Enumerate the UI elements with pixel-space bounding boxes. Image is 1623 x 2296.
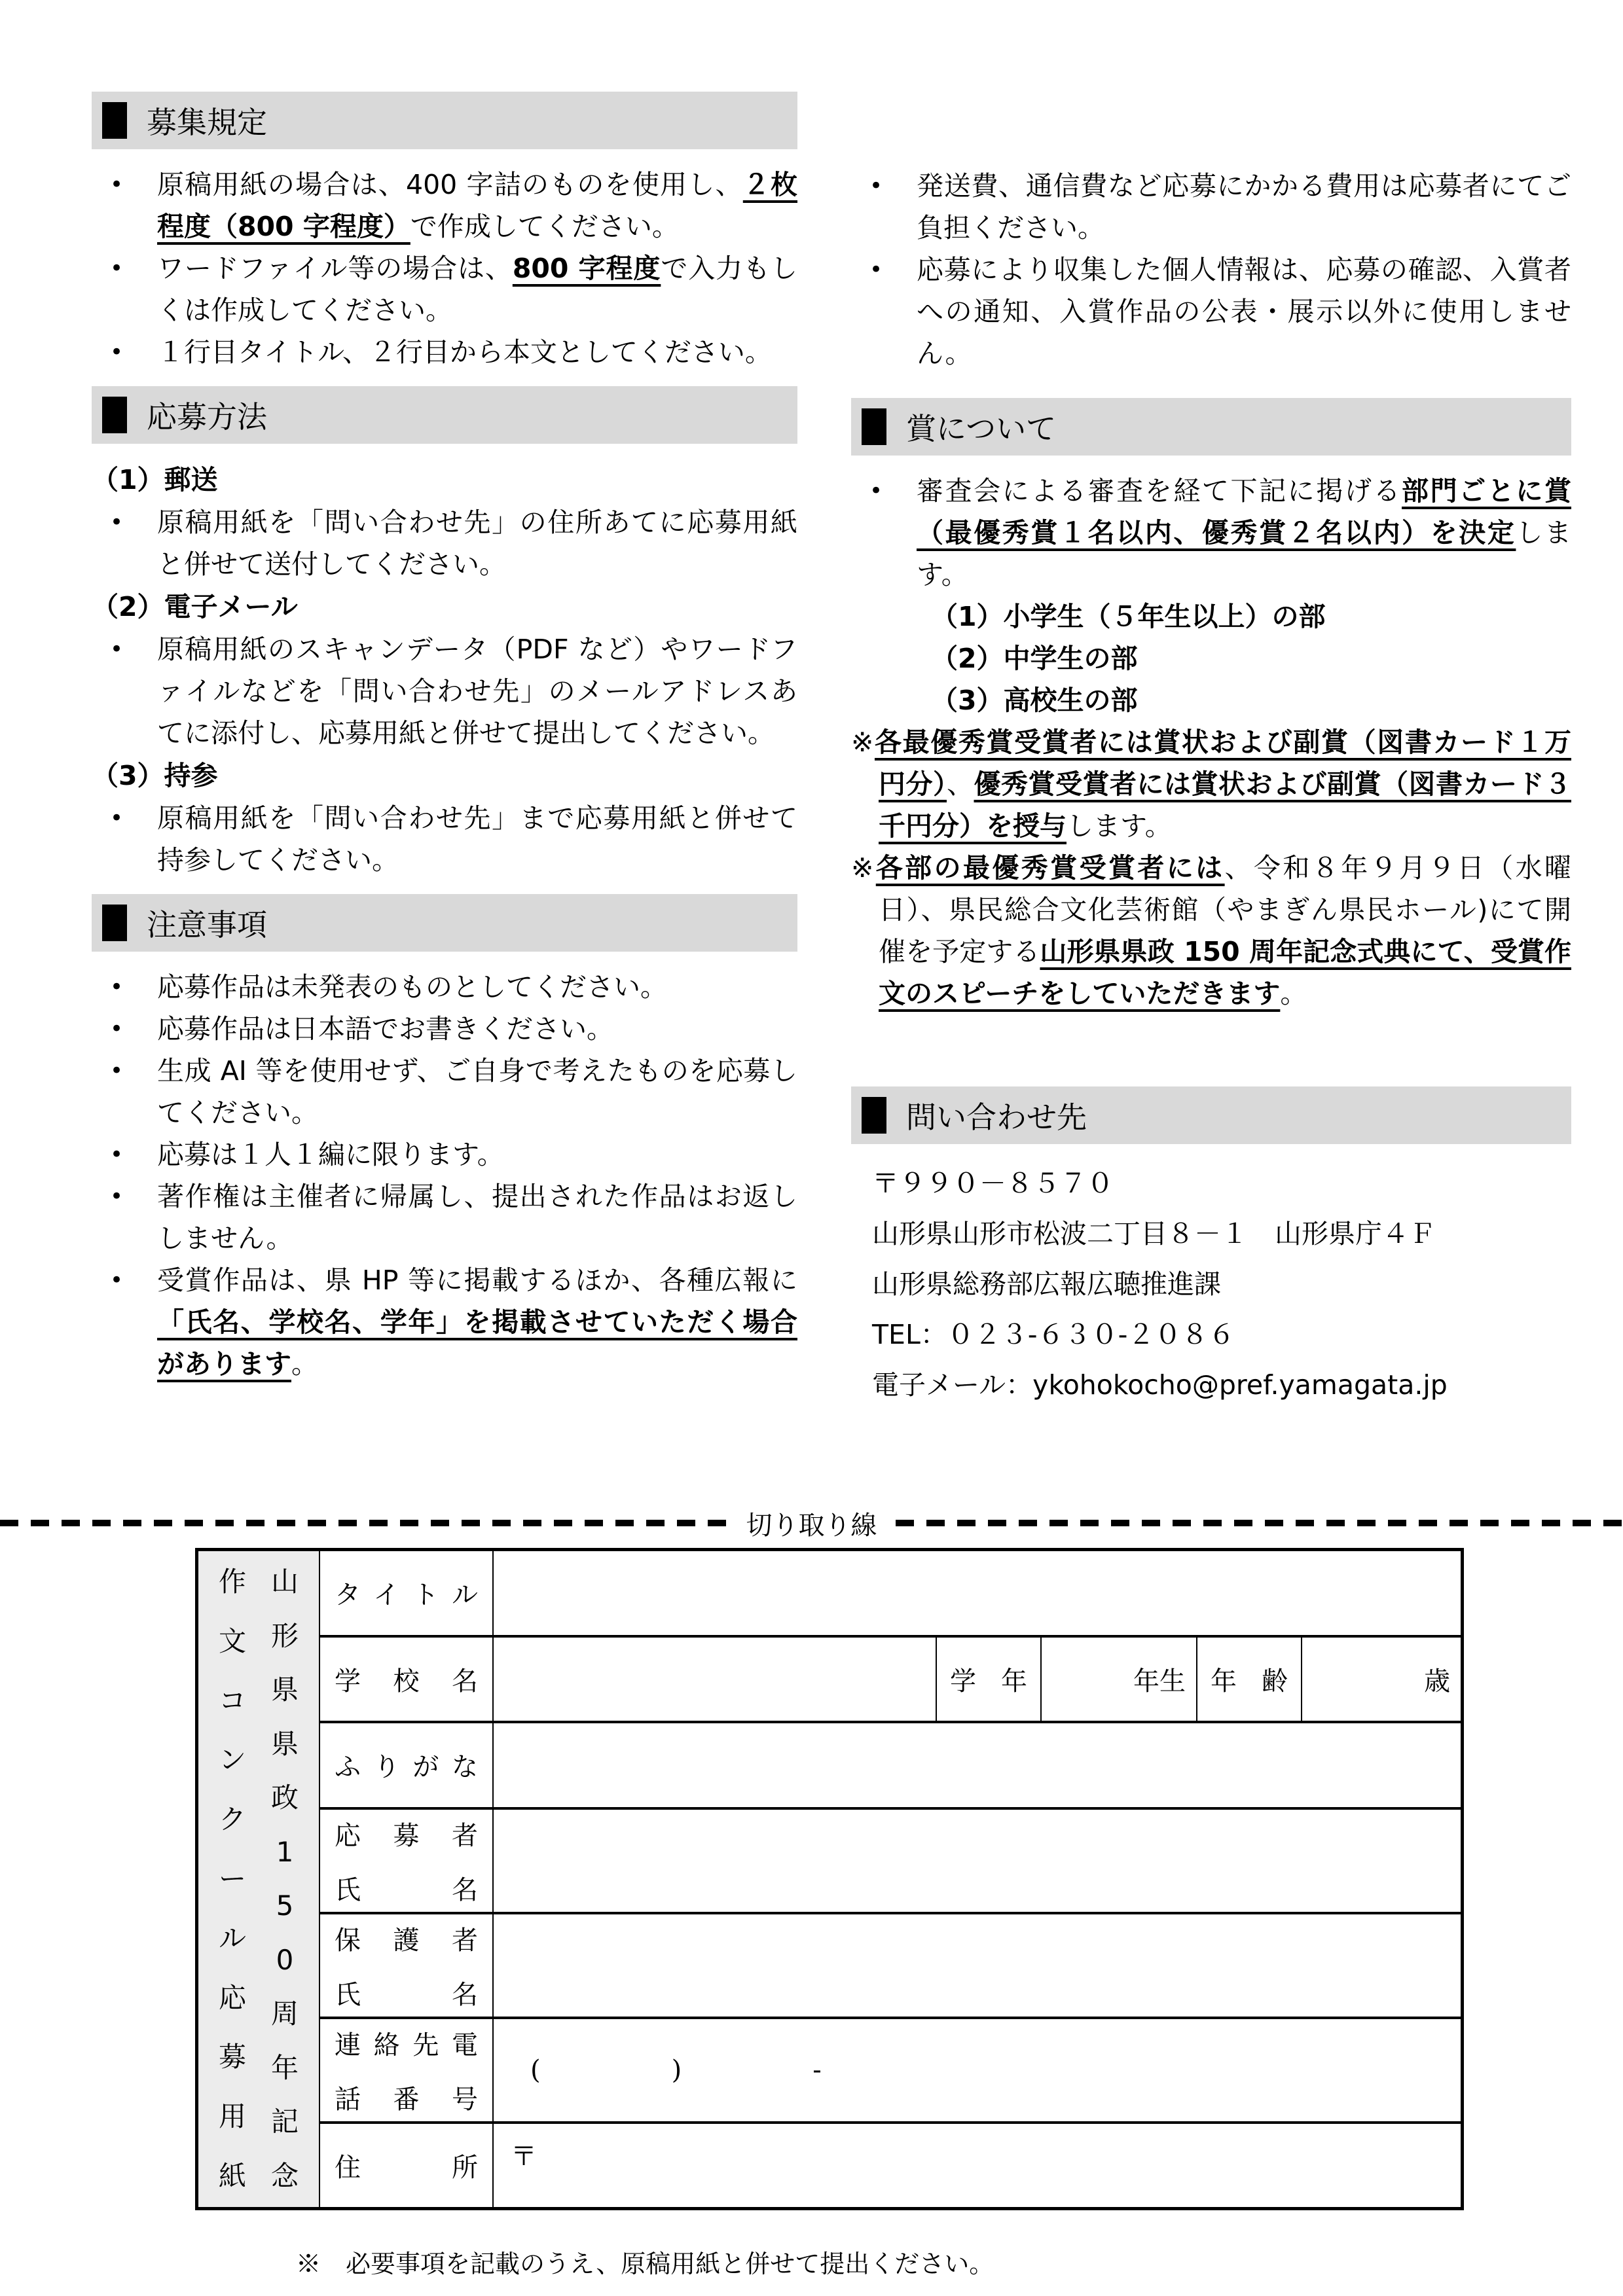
row-label-applicant (320, 1810, 494, 1912)
section-title: 募集規定 (147, 105, 267, 140)
bullet-icon: • (869, 478, 883, 504)
list-item (851, 249, 1571, 374)
row-label-phone (320, 2019, 494, 2121)
footer-note: ※ 必要事項を記載のうえ、原稿用紙と併せて提出ください。 (296, 2250, 994, 2278)
list-item (92, 164, 797, 247)
bullet-icon: • (110, 1267, 124, 1293)
form-row-address (320, 2124, 1461, 2208)
list-item (92, 1259, 797, 1385)
list-item (92, 331, 797, 373)
contact-phone: TEL：０２３-６３０-２０８６ (872, 1319, 1235, 1350)
item-text-emph: 「氏名、学校名、学年」を掲載させていただく場合があります (157, 1306, 797, 1380)
bullet-icon: • (110, 1141, 124, 1168)
item-text-emph: 800 字程度 (512, 253, 661, 284)
prize-note (851, 721, 1571, 847)
section-title: 問い合わせ先 (906, 1100, 1087, 1135)
item-text: 応募作品は未発表のものとしてください。 (157, 971, 667, 1003)
item-text: 発送費、通信費など応募にかかる費用は応募者にてご負担ください。 (917, 170, 1571, 243)
label-text: 住所 (335, 2152, 478, 2183)
row-label-furigana (320, 1723, 494, 1807)
item-text-emph: 部門ごとに賞（最優秀賞１名以内、優秀賞２名以内）を決定 (917, 475, 1572, 548)
item-text: 、 (947, 768, 974, 800)
black-square-icon (862, 408, 886, 445)
item-text: 応募により収集した個人情報は、応募の確認、入賞者への通知、入賞作品の公表・展示以外に使用しません。 (917, 254, 1571, 369)
item-text: 応募は１人１編に限ります。 (157, 1139, 504, 1170)
form-vertical-title (198, 1551, 320, 2207)
item-text: 。 (1280, 978, 1307, 1009)
row-label-title (320, 1551, 494, 1635)
item-text: 応募作品は日本語でお書きください。 (157, 1013, 613, 1045)
grade-suffix: 年生 (1133, 1666, 1186, 1696)
label-text: 学年 (950, 1666, 1027, 1696)
contact-address: 山形県山形市松波二丁目８－１ 山形県庁４Ｆ (872, 1218, 1436, 1249)
item-text: で作成してください。 (410, 211, 679, 242)
right-column (851, 165, 1571, 1410)
form-title-line-sakubun: 作 文 コ ン ク ー ル 応 募 用 紙 (218, 1566, 246, 2192)
label-text: 連絡先電 (335, 2030, 478, 2060)
item-text: で入力もしくは作成してください。 (157, 253, 797, 326)
bullet-icon: • (110, 805, 124, 831)
dashed-line-left (0, 1520, 728, 1526)
left-column (92, 92, 797, 1385)
address-input-cell[interactable]: 〒 (511, 2141, 537, 2172)
list-item (92, 1134, 797, 1175)
list-item (92, 501, 797, 585)
contact-postal-code: 〒９９０－８５７０ (872, 1168, 1114, 1199)
black-square-icon (102, 397, 127, 433)
bullet-icon: • (869, 173, 883, 199)
list-item (92, 628, 797, 754)
form-rows (320, 1551, 1461, 2207)
label-text: 保護者 (335, 1925, 478, 1956)
item-text: ワードファイル等の場合は、 (157, 253, 513, 284)
method-heading-email: （2）電子メール (92, 591, 298, 622)
list-item (92, 966, 797, 1008)
list-item (92, 247, 797, 331)
section-bar-toiawase (851, 1086, 1571, 1144)
ceremony-note (851, 847, 1571, 1014)
contact-department: 山形県総務部広報広聴推進課 (872, 1268, 1221, 1300)
category-high-school: （3）高校生の部 (931, 685, 1138, 716)
contact-block (851, 1158, 1571, 1410)
label-text: 氏名 (335, 1979, 478, 2010)
label-text: 年齢 (1211, 1666, 1288, 1696)
item-text: 原稿用紙の場合は、400 字詰のものを使用し、 (157, 169, 743, 200)
dashed-line-right (896, 1520, 1623, 1526)
label-text: 話番号 (335, 2084, 478, 2115)
cut-line (0, 1502, 1623, 1544)
item-text: 原稿用紙を「問い合わせ先」の住所あてに応募用紙と併せて送付してください。 (157, 507, 797, 580)
row-label-school (320, 1638, 494, 1721)
item-text: 、令和８年９月９日（水曜日）、県民総合文化芸術館（やまぎん県民ホール)にて開催を予定する (879, 852, 1572, 967)
item-text: １行目タイトル、２行目から本文としてください。 (157, 336, 772, 368)
item-text: します。 (1067, 810, 1172, 842)
list-item (851, 165, 1571, 249)
item-text-emph: 各最優秀賞受賞者には賞状および副賞（図書カード１万円分） (874, 726, 1571, 800)
section-bar-boshu-kitei (92, 92, 797, 149)
form-row-school (320, 1638, 1461, 1724)
note-mark: ※ (851, 726, 875, 758)
phone-input-cell[interactable]: ( ) - (530, 2054, 822, 2085)
bullet-icon: • (110, 1016, 124, 1042)
form-title-line-yamagata: 山 形 県 県 政 1 5 0 周 年 記 念 (271, 1566, 299, 2192)
section-bar-shou-ni-tsuite (851, 398, 1571, 456)
bullet-icon: • (110, 509, 124, 535)
label-text: タイトル (335, 1580, 478, 1611)
form-row-guardian (320, 1914, 1461, 2019)
item-text: 生成 AI 等を使用せず、ご自身で考えたものを応募してください。 (157, 1055, 797, 1128)
row-label-guardian (320, 1914, 494, 2017)
black-square-icon (862, 1097, 886, 1134)
item-text: します。 (917, 517, 1572, 590)
black-square-icon (102, 905, 127, 941)
bullet-icon: • (110, 636, 124, 662)
section-title: 賞について (906, 411, 1057, 446)
contact-email: 電子メール：ykohokocho@pref.yamagata.jp (872, 1369, 1448, 1401)
category-junior-high: （2）中学生の部 (931, 643, 1138, 674)
item-text-emph: 山形県県政 150 周年記念式典にて、受賞作文のスピーチをしていただきます (879, 936, 1571, 1009)
item-text-emph: 優秀賞受賞者には賞状および副賞（図書カード３千円分）を授与 (879, 768, 1571, 842)
list-item (92, 1175, 797, 1259)
bullet-icon: • (110, 171, 124, 198)
grade-label-cell (936, 1638, 1040, 1721)
label-text: ふりがな (335, 1752, 478, 1783)
item-text: 。 (291, 1348, 318, 1380)
note-mark: ※ (851, 852, 876, 884)
form-row-title (320, 1551, 1461, 1638)
form-row-phone (320, 2019, 1461, 2124)
age-input-cell[interactable] (1301, 1638, 1461, 1721)
label-text: 学校名 (335, 1666, 478, 1696)
title-input-cell[interactable] (494, 1551, 1461, 1635)
list-item (92, 1008, 797, 1050)
item-text: 原稿用紙を「問い合わせ先」まで応募用紙と併せて持参してください。 (157, 802, 797, 876)
label-text: 応募者 (335, 1820, 478, 1851)
item-text-emph: 各部の最優秀賞受賞者には (875, 852, 1225, 884)
applicant-name-input-cell[interactable] (494, 1810, 1461, 1912)
furigana-input-cell[interactable] (494, 1723, 1461, 1807)
age-suffix: 歳 (1424, 1666, 1450, 1696)
bullet-icon: • (869, 257, 883, 283)
bullet-icon: • (110, 339, 124, 365)
age-label-cell (1196, 1638, 1301, 1721)
black-square-icon (102, 102, 127, 139)
bullet-icon: • (110, 255, 124, 281)
method-heading-mail: （1）郵送 (92, 464, 218, 495)
item-text-emph: ２枚程度（800 字程度） (157, 169, 798, 242)
item-text: 審査会による審査を経て下記に掲げる (917, 475, 1402, 507)
school-name-input-cell[interactable] (494, 1638, 936, 1721)
application-form-table (195, 1548, 1464, 2210)
row-label-address (320, 2124, 494, 2208)
bullet-icon: • (110, 1058, 124, 1084)
category-elementary: （1）小学生（５年生以上）の部 (931, 601, 1326, 632)
item-text: 受賞作品は、県 HP 等に掲載するほか、各種広報に (157, 1265, 797, 1296)
grade-input-cell[interactable] (1040, 1638, 1196, 1721)
method-heading-bring: （3）持参 (92, 760, 218, 791)
item-text: 原稿用紙のスキャンデータ（PDF など）やワードファイルなどを「問い合わせ先」のメールアドレスあてに添付し、応募用紙と併せて提出してください。 (157, 634, 797, 749)
cut-line-label: 切り取り線 (746, 1510, 877, 1541)
section-title: 注意事項 (147, 907, 267, 942)
list-item (92, 1050, 797, 1134)
form-row-applicant (320, 1810, 1461, 1914)
list-item (92, 797, 797, 881)
guardian-name-input-cell[interactable] (494, 1914, 1461, 2017)
bullet-icon: • (110, 974, 124, 1000)
section-title: 応募方法 (147, 399, 267, 435)
list-item (851, 470, 1571, 596)
section-bar-oubo-houhou (92, 386, 797, 444)
item-text: 著作権は主催者に帰属し、提出された作品はお返ししません。 (157, 1181, 797, 1254)
form-row-furigana (320, 1723, 1461, 1810)
section-bar-chuui-jikou (92, 894, 797, 952)
bullet-icon: • (110, 1183, 124, 1210)
label-text: 氏名 (335, 1874, 478, 1905)
